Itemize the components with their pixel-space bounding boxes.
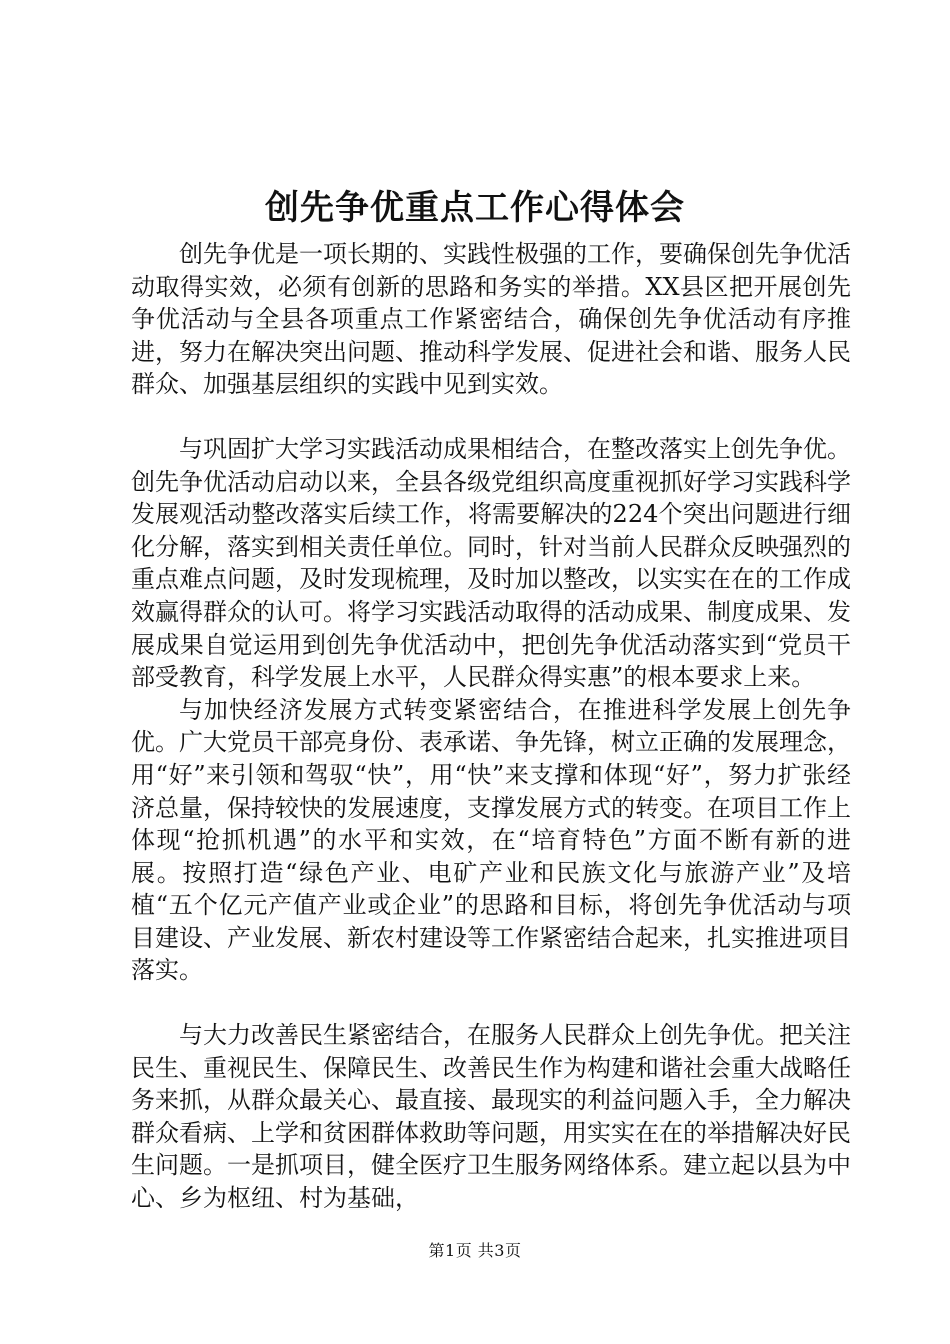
- paragraph-intro: 创先争优是一项长期的、实践性极强的工作，要确保创先争优活动取得实效，必须有创新的思路和务实的举措。XX县区把开展创先争优活动与全县各项重点工作紧密结合，确保创先争优活动有序推进，努力在解决突出问题、推动科学发展、促进社会和谐、服务人民群众、加强基层组织的实践中见到实效。: [131, 240, 851, 399]
- document-body: [131, 238, 851, 1215]
- page-number-footer: 第1页 共3页: [428, 1241, 522, 1260]
- paragraph-study-practice: 与巩固扩大学习实践活动成果相结合，在整改落实上创先争优。创先争优活动启动以来，全县各级党组织高度重视抓好学习实践科学发展观活动整改落实后续工作，将需要解决的224个突出问题进行细化分解，落实到相关责任单位。同时，针对当前人民群众反映强烈的重点难点问题，及时发现梳理，及时加以整改，以实实在在的工作成效赢得群众的认可。将学习实践活动取得的活动成果、制度成果、发展成果自觉运用到创先争优活动中，把创先争优活动落实到“党员干部受教育，科学发展上水平，人民群众得实惠”的根本要求上来。: [131, 434, 851, 692]
- paragraph-livelihood: 与大力改善民生紧密结合，在服务人民群众上创先争优。把关注民生、重视民生、保障民生、改善民生作为构建和谐社会重大战略任务来抓，从群众最关心、最直接、最现实的利益问题入手，全力解决群众看病、上学和贫困群体救助等问题，用实实在在的举措解决好民生问题。一是抓项目，健全医疗卫生服务网络体系。建立起以县为中心、乡为枢纽、村为基础，: [131, 1021, 851, 1213]
- paragraph-economic-development: 与加快经济发展方式转变紧密结合，在推进科学发展上创先争优。广大党员干部亮身份、表承诺、争先锋，树立正确的发展理念，用“好”来引领和驾驭“快”，用“快”来支撑和体现“好”，努力扩张经济总量，保持较快的发展速度，支撑发展方式的转变。在项目工作上体现“抢抓机遇”的水平和实效，在“培育特色”方面不断有新的进展。按照打造“绿色产业、电矿产业和民族文化与旅游产业”及培植“五个亿元产值产业或企业”的思路和目标，将创先争优活动与项目建设、产业发展、新农村建设等工作紧密结合起来，扎实推进项目落实。: [131, 695, 851, 985]
- document-title: 创先争优重点工作心得体会: [265, 188, 685, 228]
